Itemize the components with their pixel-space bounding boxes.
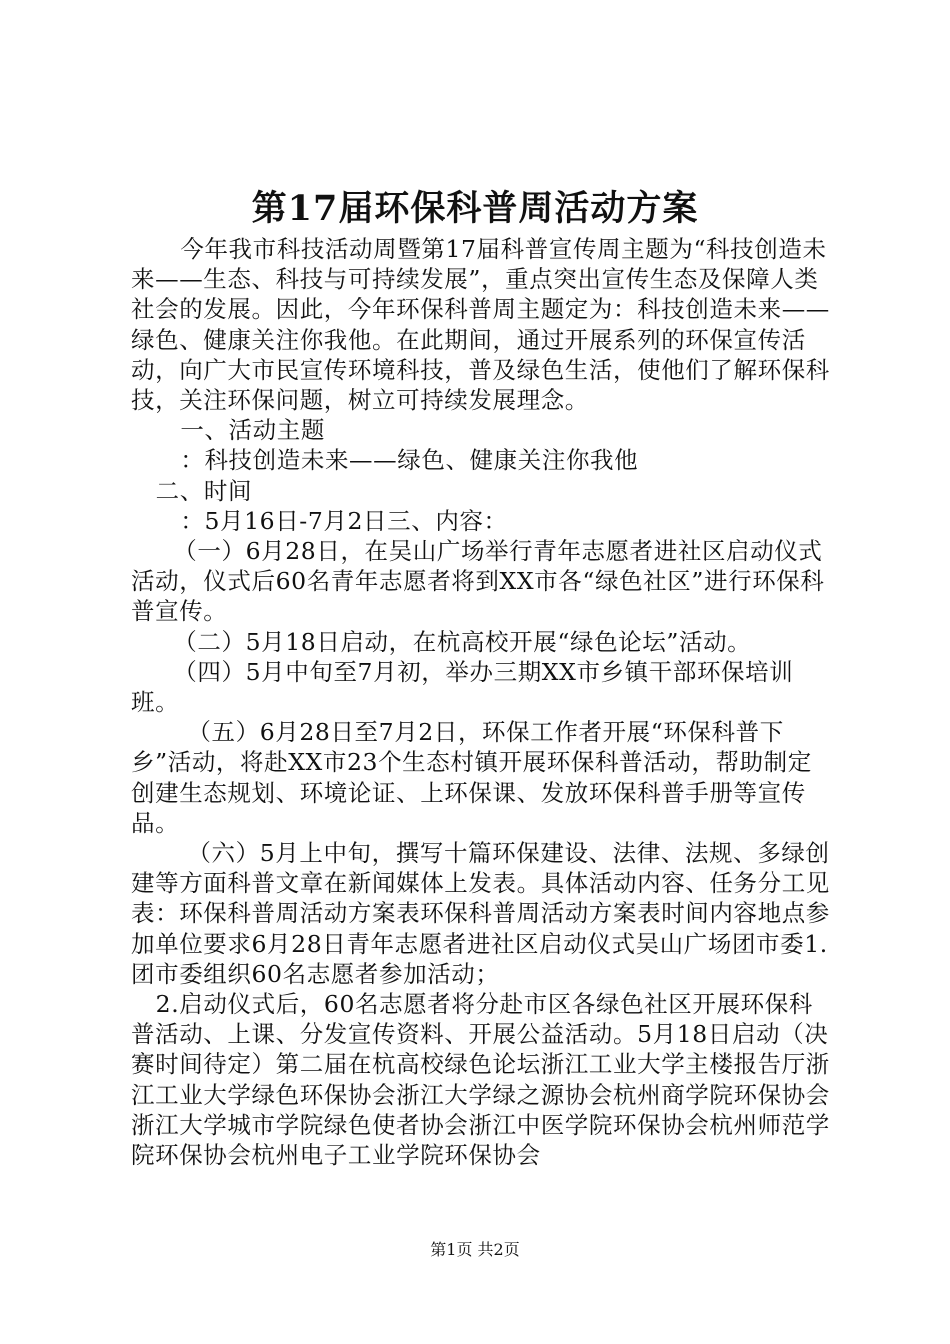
content-item-4: （四）5月中旬至7月初，举办三期XX市乡镇干部环保培训班。 <box>131 657 794 717</box>
intro-paragraph: 今年我市科技活动周暨第17届科普宣传周主题为“科技创造未来——生态、科技与可持续发展”，重点突出宣传生态及保障人类社会的发展。因此，今年环保科普周主题定为：科技创造未来——绿色、健康关注你我他。在此期间，通过开展系列的环保宣传活动，向广大市民宣传环境科技，普及绿色生活，使他们了解环保科技，关注环保问题，树立可持续发展理念。 <box>131 235 830 415</box>
page-footer: 第1页 共2页 <box>430 1240 520 1259</box>
document-title: 第17届环保科普周活动方案 <box>251 188 699 229</box>
section-heading-theme: 一、活动主题 <box>180 416 325 445</box>
time-paragraph: ：5月16日-7月2日三、内容： <box>180 506 508 535</box>
content-item-2: （二）5月18日启动，在杭高校开展“绿色论坛”活动。 <box>173 627 752 656</box>
document-body <box>131 234 831 1170</box>
content-item-1: （一）6月28日，在吴山广场举行青年志愿者进社区启动仪式活动，仪式后60名青年志愿者将到XX市各“绿色社区”进行环保科普宣传。 <box>131 537 825 626</box>
section-heading-time: 二、时间 <box>155 476 253 505</box>
theme-paragraph: ：科技创造未来——绿色、健康关注你我他 <box>180 446 639 475</box>
content-item-5: （五）6月28日至7月2日，环保工作者开展“环保科普下乡”活动，将赴XX市23个生态村镇开展环保科普活动，帮助制定创建生态规划、环境论证、上环保课、发放环保科普手册等宣传品。 <box>131 718 812 837</box>
content-item-table-text: 2.启动仪式后，60名志愿者将分赴市区各绿色社区开展环保科普活动、上课、分发宣传资料、开展公益活动。5月18日启动（决赛时间待定）第二届在杭高校绿色论坛浙江工业大学主楼报告厅浙江工业大学绿色环保协会浙江大学绿之源协会杭州商学院环保协会浙江大学城市学院绿色使者协会浙江中医学院环保协会杭州师范学院环保协会杭州电子工业学院环保协会 <box>131 990 830 1170</box>
content-item-6: （六）5月上中旬，撰写十篇环保建设、法律、法规、多绿创建等方面科普文章在新闻媒体上发表。具体活动内容、任务分工见表：环保科普周活动方案表环保科普周活动方案表时间内容地点参加单位要求6月28日青年志愿者进社区启动仪式吴山广场团市委1.团市委组织60名志愿者参加活动； <box>131 839 830 988</box>
